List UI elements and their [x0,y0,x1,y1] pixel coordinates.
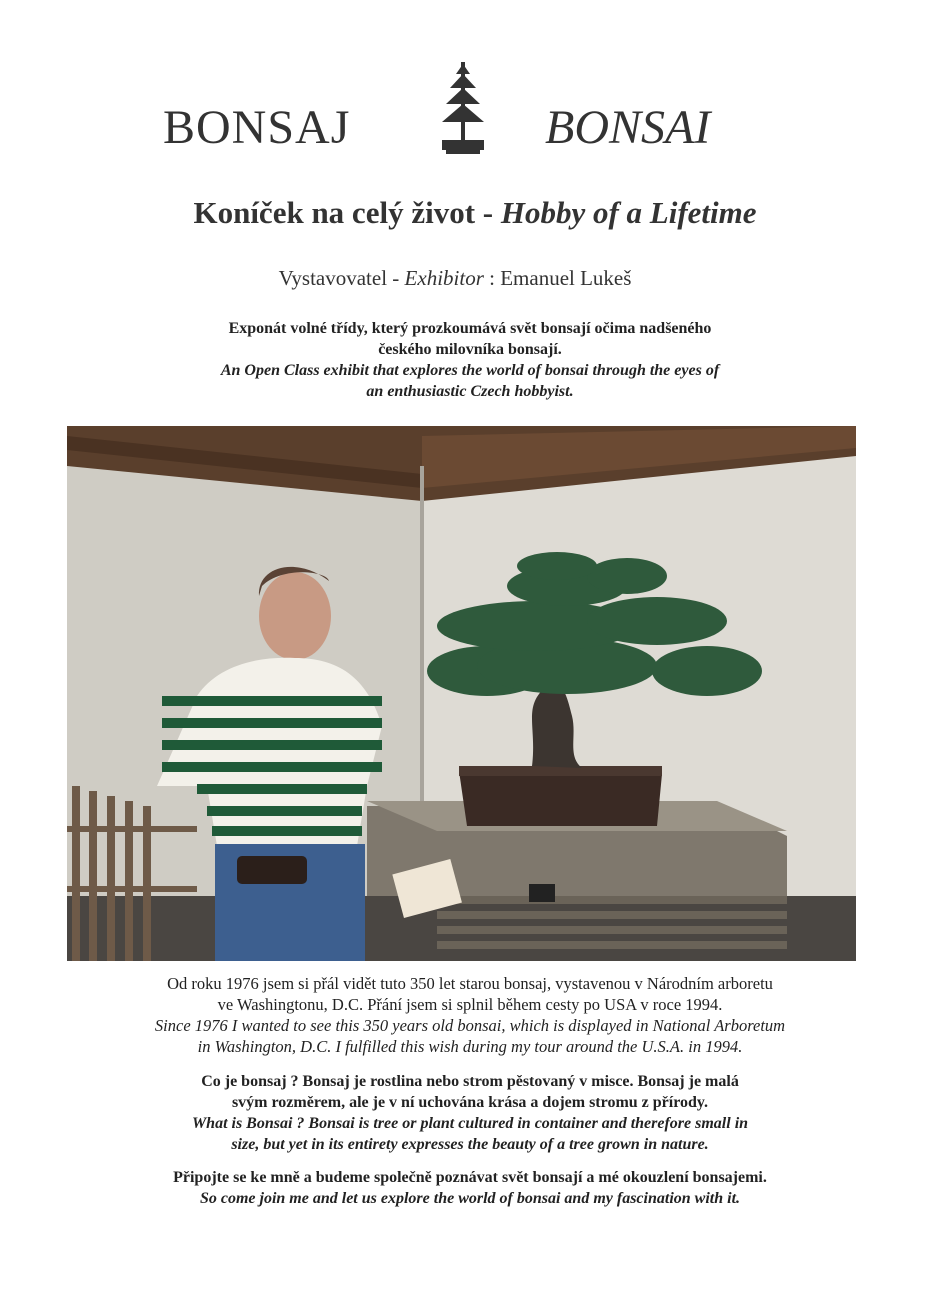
intro-czech-line: českého milovníka bonsají. [378,341,562,358]
photo-illustration [67,426,856,961]
title-row [0,60,950,160]
join-invitation [80,1167,860,1209]
subtitle [0,195,950,231]
whatis-english-line: size, but yet in its entirety expresses the beauty of a tree grown in nature. [231,1136,709,1153]
exhibitor-name: Emanuel Lukeš [500,266,632,290]
caption-english-line: Since 1976 I wanted to see this 350 years old bonsai, which is displayed in National Arboretum [154,1016,786,1035]
subtitle-english: Hobby of a Lifetime [500,195,757,230]
intro-english-line: an enthusiastic Czech hobbyist. [366,383,574,400]
intro-czech-line: Exponát volné třídy, který prozkoumává svět bonsají očima nadšeného [228,320,712,337]
caption-czech-line: ve Washingtonu, D.C. Přání jsem si splnil během cesty po USA v roce 1994. [217,995,723,1014]
what-is-bonsai-text [80,1071,860,1155]
exhibit-photo [67,426,856,961]
caption-czech-line: Od roku 1976 jsem si přál vidět tuto 350 let starou bonsaj, vystavenou v Národním arboretu [167,974,773,993]
intro-text [140,318,800,402]
exhibitor-label-english: Exhibitor [404,266,484,290]
subtitle-separator: - [482,195,494,230]
photo-caption [80,973,860,1057]
join-english-line: So come join me and let us explore the world of bonsai and my fascination with it. [199,1190,741,1207]
join-czech-line: Připojte se ke mně a budeme společně poznávat svět bonsají a mé okouzlení bonsajemi. [173,1169,767,1186]
exhibitor-colon: : [489,266,495,290]
caption-english-line: in Washington, D.C. I fulfilled this wish during my tour around the U.S.A. in 1994. [197,1037,743,1056]
exhibitor-line [0,266,910,291]
intro-english-line: An Open Class exhibit that explores the world of bonsai through the eyes of [220,362,720,379]
title-english: BONSAI [545,101,711,154]
whatis-czech-line: svým rozměrem, ale je v ní uchována krása a dojem stromu z přírody. [231,1094,709,1111]
whatis-czech-line: Co je bonsaj ? Bonsaj je rostlina nebo strom pěstovaný v misce. Bonsaj je malá [201,1073,739,1090]
exhibitor-label-czech: Vystavovatel [278,266,388,290]
exhibitor-separator: - [392,266,400,290]
whatis-english-line: What is Bonsai ? Bonsai is tree or plant cultured in container and therefore small in [191,1115,749,1132]
title-czech: BONSAJ [163,101,351,154]
subtitle-czech: Koníček na celý život [193,195,476,230]
bonsai-tree-icon [428,60,498,155]
